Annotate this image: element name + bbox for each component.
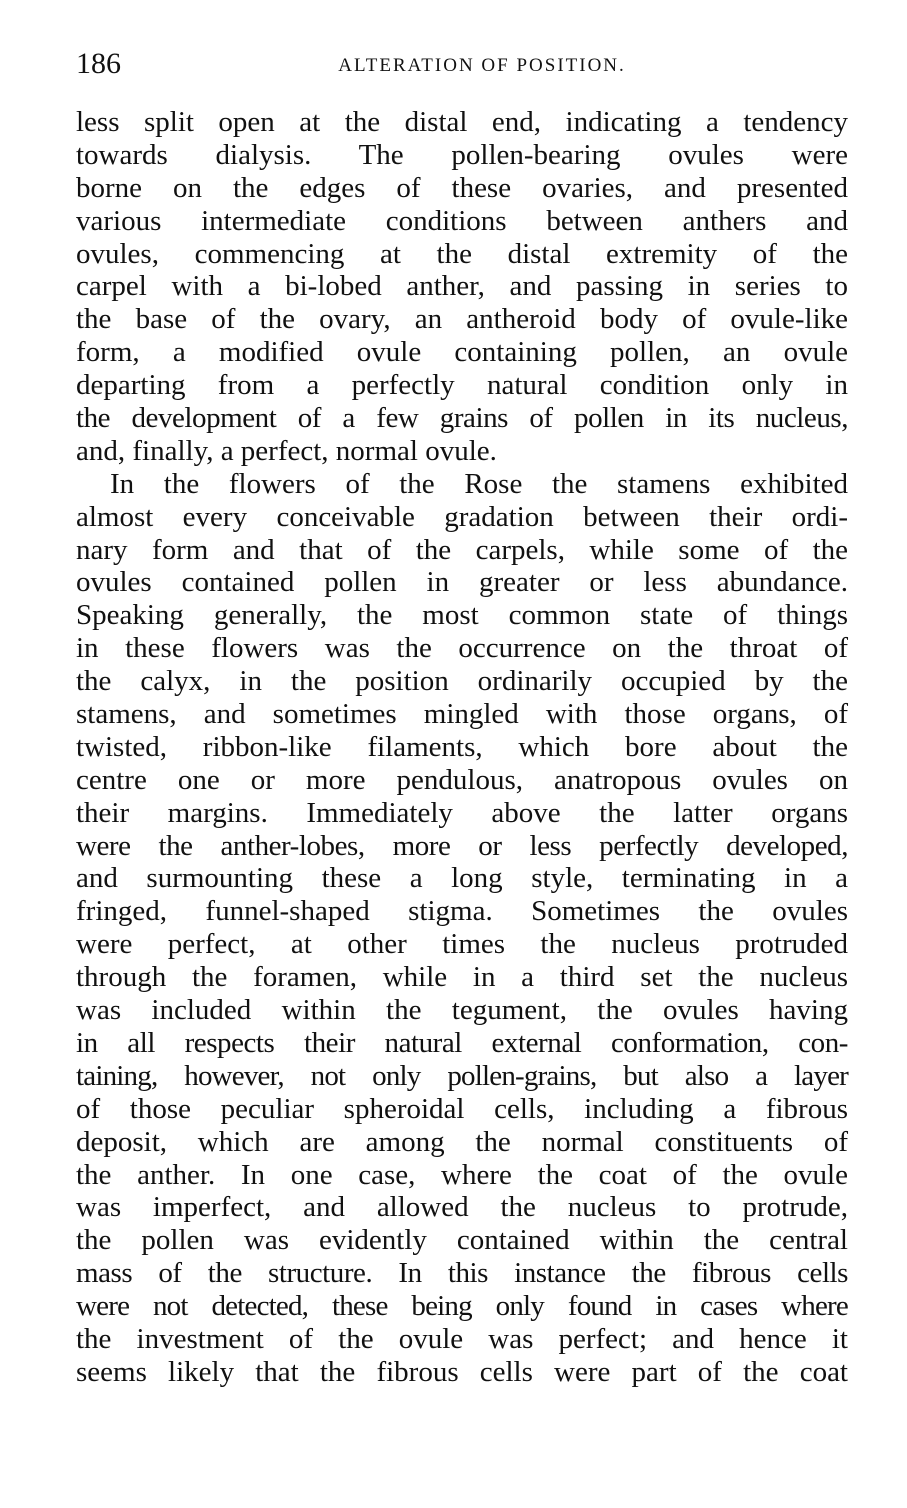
text-line: taining, however, not only pollen-grains, but also a layer (76, 1059, 848, 1092)
text-line: In the flowers of the Rose the stamens exhibited (110, 467, 848, 500)
text-line: various intermediate conditions between anthers and (76, 204, 848, 237)
text-line: seems likely that the fibrous cells were part of the coat (76, 1355, 848, 1388)
text-line: was imperfect, and allowed the nucleus to protrude, (76, 1191, 848, 1224)
text-line: in all respects their natural external conformation, con- (76, 1026, 848, 1059)
text-line: mass of the structure. In this instance the fibrous cells (76, 1257, 848, 1290)
text-line: borne on the edges of these ovaries, and presented (76, 171, 848, 204)
text-line: centre one or more pendulous, anatropous ovules on (76, 763, 848, 796)
text-line: their margins. Immediately above the latter organs (76, 796, 848, 829)
text-line: and, finally, a perfect, normal ovule. (76, 434, 497, 467)
text-line: the pollen was evidently contained within the central (76, 1224, 848, 1257)
text-line: Speaking generally, the most common state of things (76, 599, 848, 632)
text-line: through the foramen, while in a third set the nucleus (76, 961, 848, 994)
text-line: stamens, and sometimes mingled with those organs, of (76, 698, 848, 731)
text-line: the anther. In one case, where the coat of the ovule (76, 1158, 848, 1191)
text-line: nary form and that of the carpels, while some of the (76, 533, 848, 566)
text-line: the investment of the ovule was perfect; and hence it (76, 1322, 848, 1355)
text-line: deposit, which are among the normal constituents of (76, 1125, 848, 1158)
text-line: were perfect, at other times the nucleus protruded (76, 928, 848, 961)
body-text (76, 106, 848, 1389)
text-line: twisted, ribbon-like filaments, which bore about the (76, 730, 848, 763)
text-line: fringed, funnel-shaped stigma. Sometimes the ovules (76, 895, 848, 928)
text-line: less split open at the distal end, indicating a tendency (76, 106, 848, 138)
text-line: ovules contained pollen in greater or less abundance. (76, 566, 848, 599)
text-line: the calyx, in the position ordinarily occupied by the (76, 665, 848, 698)
text-line: the base of the ovary, an antheroid body of ovule-like (76, 303, 848, 336)
text-line: form, a modified ovule containing pollen, an ovule (76, 336, 848, 369)
running-head: ALTERATION OF POSITION. (338, 55, 626, 76)
text-line: were the anther-lobes, more or less perfectly developed, (76, 829, 848, 862)
text-line: were not detected, these being only found in cases where (76, 1290, 848, 1323)
text-line: departing from a perfectly natural condition only in (76, 369, 848, 402)
text-line: of those peculiar spheroidal cells, including a fibrous (76, 1092, 848, 1125)
text-line: in these flowers was the occurrence on the throat of (76, 632, 848, 665)
text-line: ovules, commencing at the distal extremity of the (76, 237, 848, 270)
page-number: 186 (76, 47, 121, 80)
text-line: carpel with a bi-lobed anther, and passing in series to (76, 270, 848, 303)
text-line: and surmounting these a long style, terminating in a (76, 862, 848, 895)
text-line: almost every conceivable gradation between their ordi- (76, 500, 848, 533)
text-line: the development of a few grains of pollen in its nucleus, (76, 402, 848, 435)
text-line: towards dialysis. The pollen-bearing ovules were (76, 138, 848, 171)
page-header (76, 44, 848, 84)
text-line: was included within the tegument, the ovules having (76, 994, 848, 1027)
